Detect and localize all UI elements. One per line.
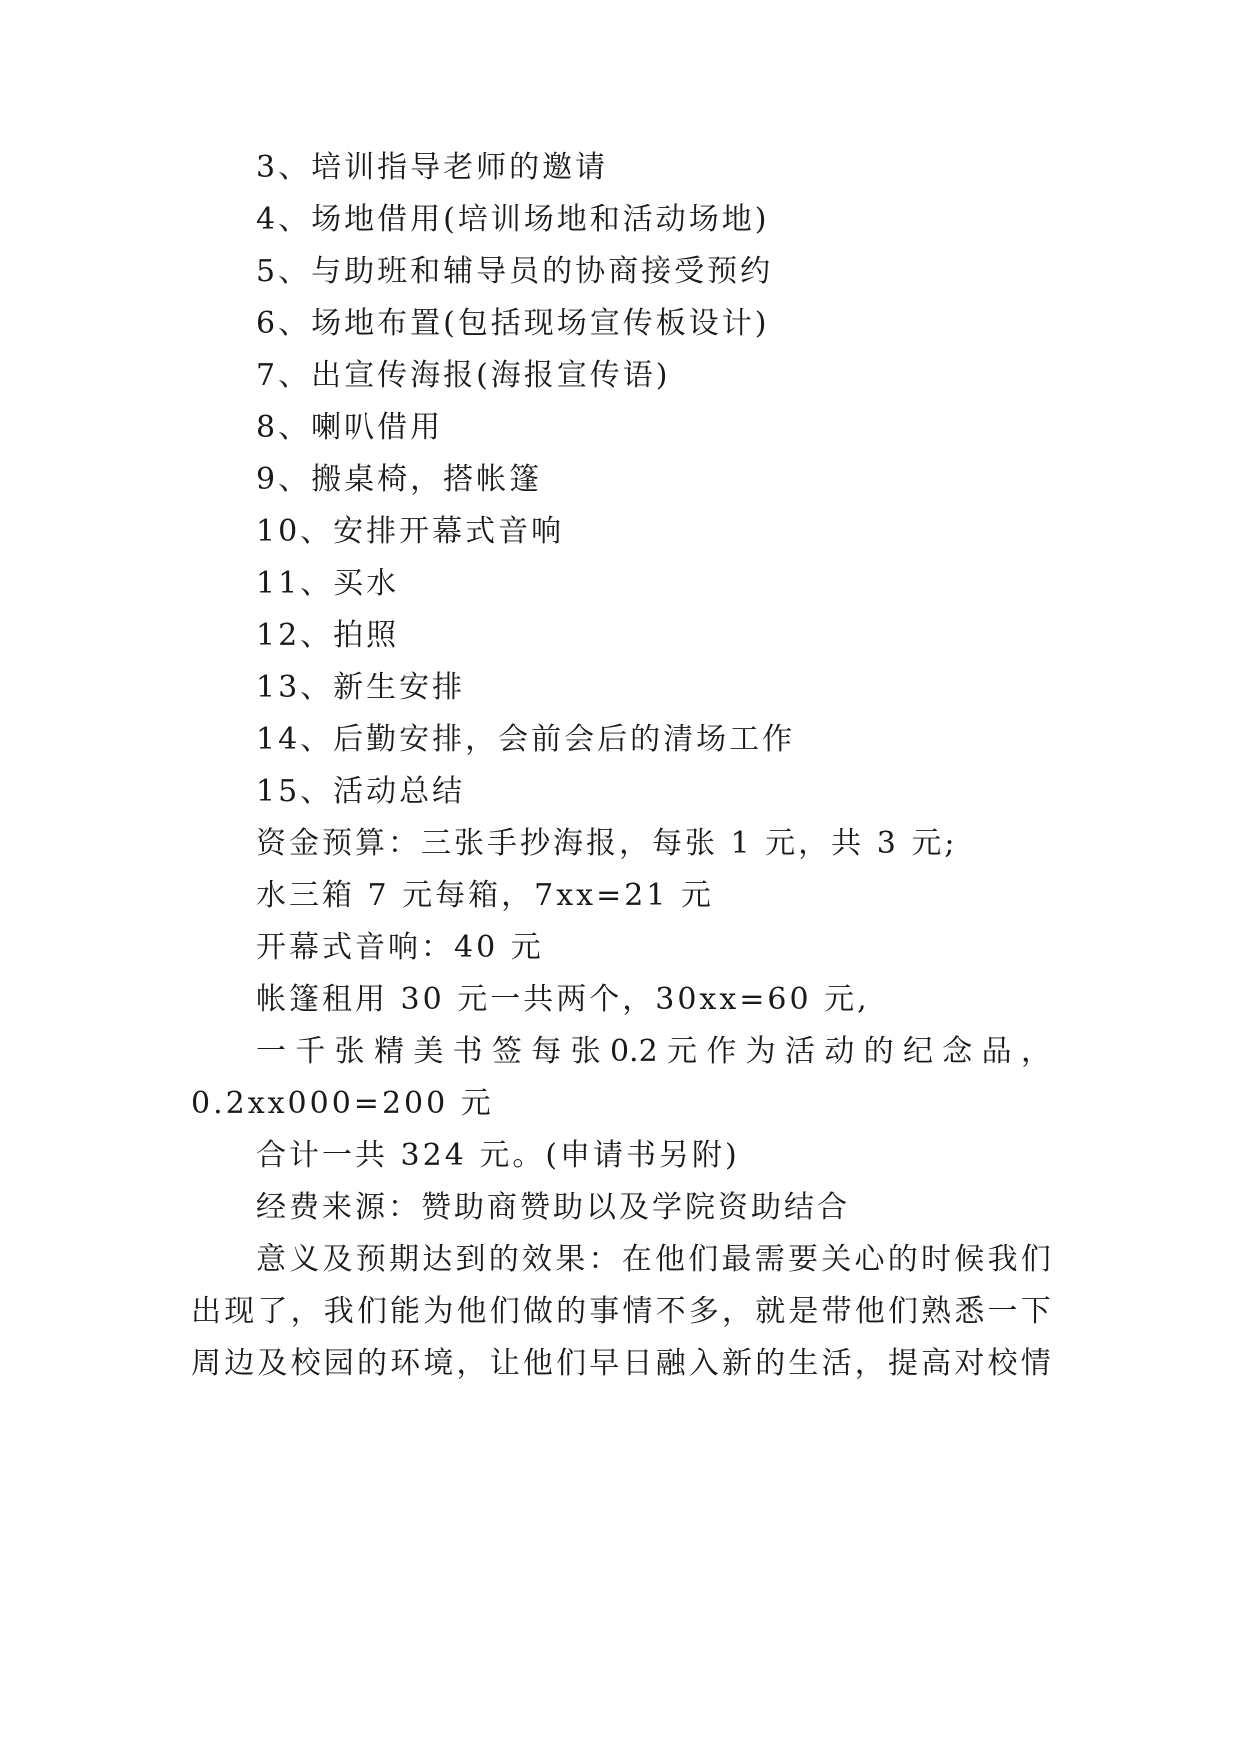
glyph: 们: [356, 1294, 387, 1329]
glyph: 让: [489, 1346, 520, 1381]
budget-total: 合计一共 324 元。(申请书另附): [256, 1138, 740, 1173]
glyph: 情: [1020, 1346, 1051, 1381]
funding-source: 经费来源：赞助商赞助以及学院资助结合: [256, 1190, 850, 1225]
list-item: 12、拍照: [256, 618, 400, 653]
glyph: 的: [488, 1242, 519, 1277]
glyph: ，: [1020, 1034, 1051, 1069]
glyph: 融: [655, 1346, 686, 1381]
glyph: 的: [755, 1346, 786, 1381]
glyph: 他: [655, 1242, 685, 1277]
glyph: 出: [191, 1294, 221, 1329]
budget-line: 水三箱 7 元每箱，7xx=21 元: [256, 878, 714, 913]
glyph: 心: [854, 1242, 885, 1277]
glyph: 果: [555, 1242, 586, 1277]
glyph: 日: [622, 1346, 653, 1381]
glyph: 一: [987, 1294, 1018, 1329]
glyph: 活: [821, 1346, 852, 1381]
budget-line: 开幕式音响：40 元: [256, 930, 544, 965]
glyph: 签: [491, 1034, 522, 1069]
glyph: 情: [622, 1294, 653, 1329]
glyph: 不: [655, 1294, 686, 1329]
glyph: 候: [954, 1242, 985, 1277]
glyph: 动: [824, 1034, 855, 1069]
glyph: 我: [323, 1294, 354, 1329]
list-item: 11、买水: [256, 566, 400, 601]
glyph: 入: [688, 1346, 719, 1381]
glyph: 们: [688, 1242, 719, 1277]
glyph: 环: [390, 1346, 421, 1381]
glyph: 一: [256, 1034, 286, 1069]
glyph: 周: [191, 1346, 221, 1381]
list-item: 8、喇叭借用: [256, 410, 444, 445]
glyph: 义: [289, 1242, 320, 1277]
glyph: 关: [821, 1242, 852, 1277]
glyph: 张: [570, 1034, 601, 1069]
glyph: 做: [522, 1294, 553, 1329]
glyph: 的: [863, 1034, 894, 1069]
glyph: 悉: [954, 1294, 985, 1329]
glyph: 们: [489, 1294, 520, 1329]
glyph: 校: [987, 1346, 1018, 1381]
glyph: 事: [589, 1294, 620, 1329]
list-item: 5、与助班和辅导员的协商接受预约: [256, 254, 774, 289]
glyph: ，: [290, 1294, 321, 1329]
glyph: 张: [334, 1034, 365, 1069]
paragraph-line: [191, 1344, 1051, 1384]
glyph: ，: [854, 1346, 885, 1381]
paragraph-line: [191, 1292, 1051, 1332]
glyph: 是: [788, 1294, 819, 1329]
budget-line: [256, 1032, 1051, 1072]
glyph: 0.2: [609, 1034, 658, 1069]
glyph: 们: [556, 1346, 587, 1381]
glyph: 他: [522, 1346, 553, 1381]
glyph: ：: [588, 1242, 619, 1277]
glyph: 境: [423, 1346, 454, 1381]
glyph: 纪: [902, 1034, 933, 1069]
glyph: 念: [942, 1034, 973, 1069]
glyph: 的: [556, 1294, 587, 1329]
glyph: 作: [706, 1034, 737, 1069]
glyph: 了: [257, 1294, 288, 1329]
glyph: 效: [522, 1242, 552, 1277]
glyph: 早: [589, 1346, 620, 1381]
glyph: ，: [456, 1346, 487, 1381]
paragraph-line: [256, 1240, 1051, 1280]
glyph: 活: [784, 1034, 815, 1069]
glyph: 达: [422, 1242, 453, 1277]
glyph: 意: [256, 1242, 286, 1277]
list-item: 10、安排开幕式音响: [256, 514, 565, 549]
glyph: 新: [722, 1346, 752, 1381]
glyph: 多: [688, 1294, 719, 1329]
glyph: 提: [887, 1346, 918, 1381]
glyph: 们: [887, 1294, 918, 1329]
glyph: 园: [323, 1346, 354, 1381]
glyph: 对: [954, 1346, 985, 1381]
glyph: 带: [821, 1294, 852, 1329]
list-item: 15、活动总结: [256, 774, 466, 809]
glyph: 及: [257, 1346, 288, 1381]
glyph: 为: [745, 1034, 776, 1069]
glyph: 美: [413, 1034, 444, 1069]
glyph: 及: [322, 1242, 353, 1277]
glyph: 我: [987, 1242, 1018, 1277]
list-item: 6、场地布置(包括现场宣传板设计): [256, 306, 770, 341]
glyph: 书: [452, 1034, 483, 1069]
list-item: 4、场地借用(培训场地和活动场地): [256, 202, 770, 237]
glyph: 千: [295, 1034, 326, 1069]
glyph: 精: [373, 1034, 404, 1069]
glyph: 元: [667, 1034, 697, 1069]
list-item: 13、新生安排: [256, 670, 466, 705]
list-item: 9、搬桌椅，搭帐篷: [256, 462, 543, 497]
glyph: 生: [788, 1346, 819, 1381]
glyph: 校: [290, 1346, 321, 1381]
glyph: 他: [456, 1294, 487, 1329]
glyph: 现: [224, 1294, 255, 1329]
glyph: 时: [921, 1242, 951, 1277]
glyph: 他: [854, 1294, 885, 1329]
glyph: 下: [1020, 1294, 1051, 1329]
glyph: 熟: [921, 1294, 952, 1329]
glyph: ，: [722, 1294, 752, 1329]
glyph: 需: [754, 1242, 785, 1277]
glyph: 边: [224, 1346, 255, 1381]
glyph: 高: [921, 1346, 952, 1381]
glyph: 到: [455, 1242, 486, 1277]
list-item: 3、培训指导老师的邀请: [256, 150, 609, 185]
budget-line: 0.2xx000=200 元: [191, 1086, 494, 1121]
glyph: 品: [981, 1034, 1012, 1069]
list-item: 7、出宣传海报(海报宣传语): [256, 358, 671, 393]
budget-line: 帐篷租用 30 元一共两个，30xx=60 元,: [256, 982, 870, 1017]
glyph: 的: [356, 1346, 387, 1381]
list-item: 14、后勤安排，会前会后的清场工作: [256, 722, 796, 757]
glyph: 预: [355, 1242, 386, 1277]
budget-line: 资金预算：三张手抄海报，每张 1 元，共 3 元;: [256, 826, 958, 861]
glyph: 期: [389, 1242, 419, 1277]
glyph: 的: [887, 1242, 918, 1277]
glyph: 为: [423, 1294, 454, 1329]
glyph: 在: [621, 1242, 652, 1277]
glyph: 每: [531, 1034, 562, 1069]
glyph: 就: [755, 1294, 786, 1329]
glyph: 要: [788, 1242, 818, 1277]
glyph: 能: [390, 1294, 421, 1329]
glyph: 最: [721, 1242, 752, 1277]
glyph: 们: [1020, 1242, 1051, 1277]
